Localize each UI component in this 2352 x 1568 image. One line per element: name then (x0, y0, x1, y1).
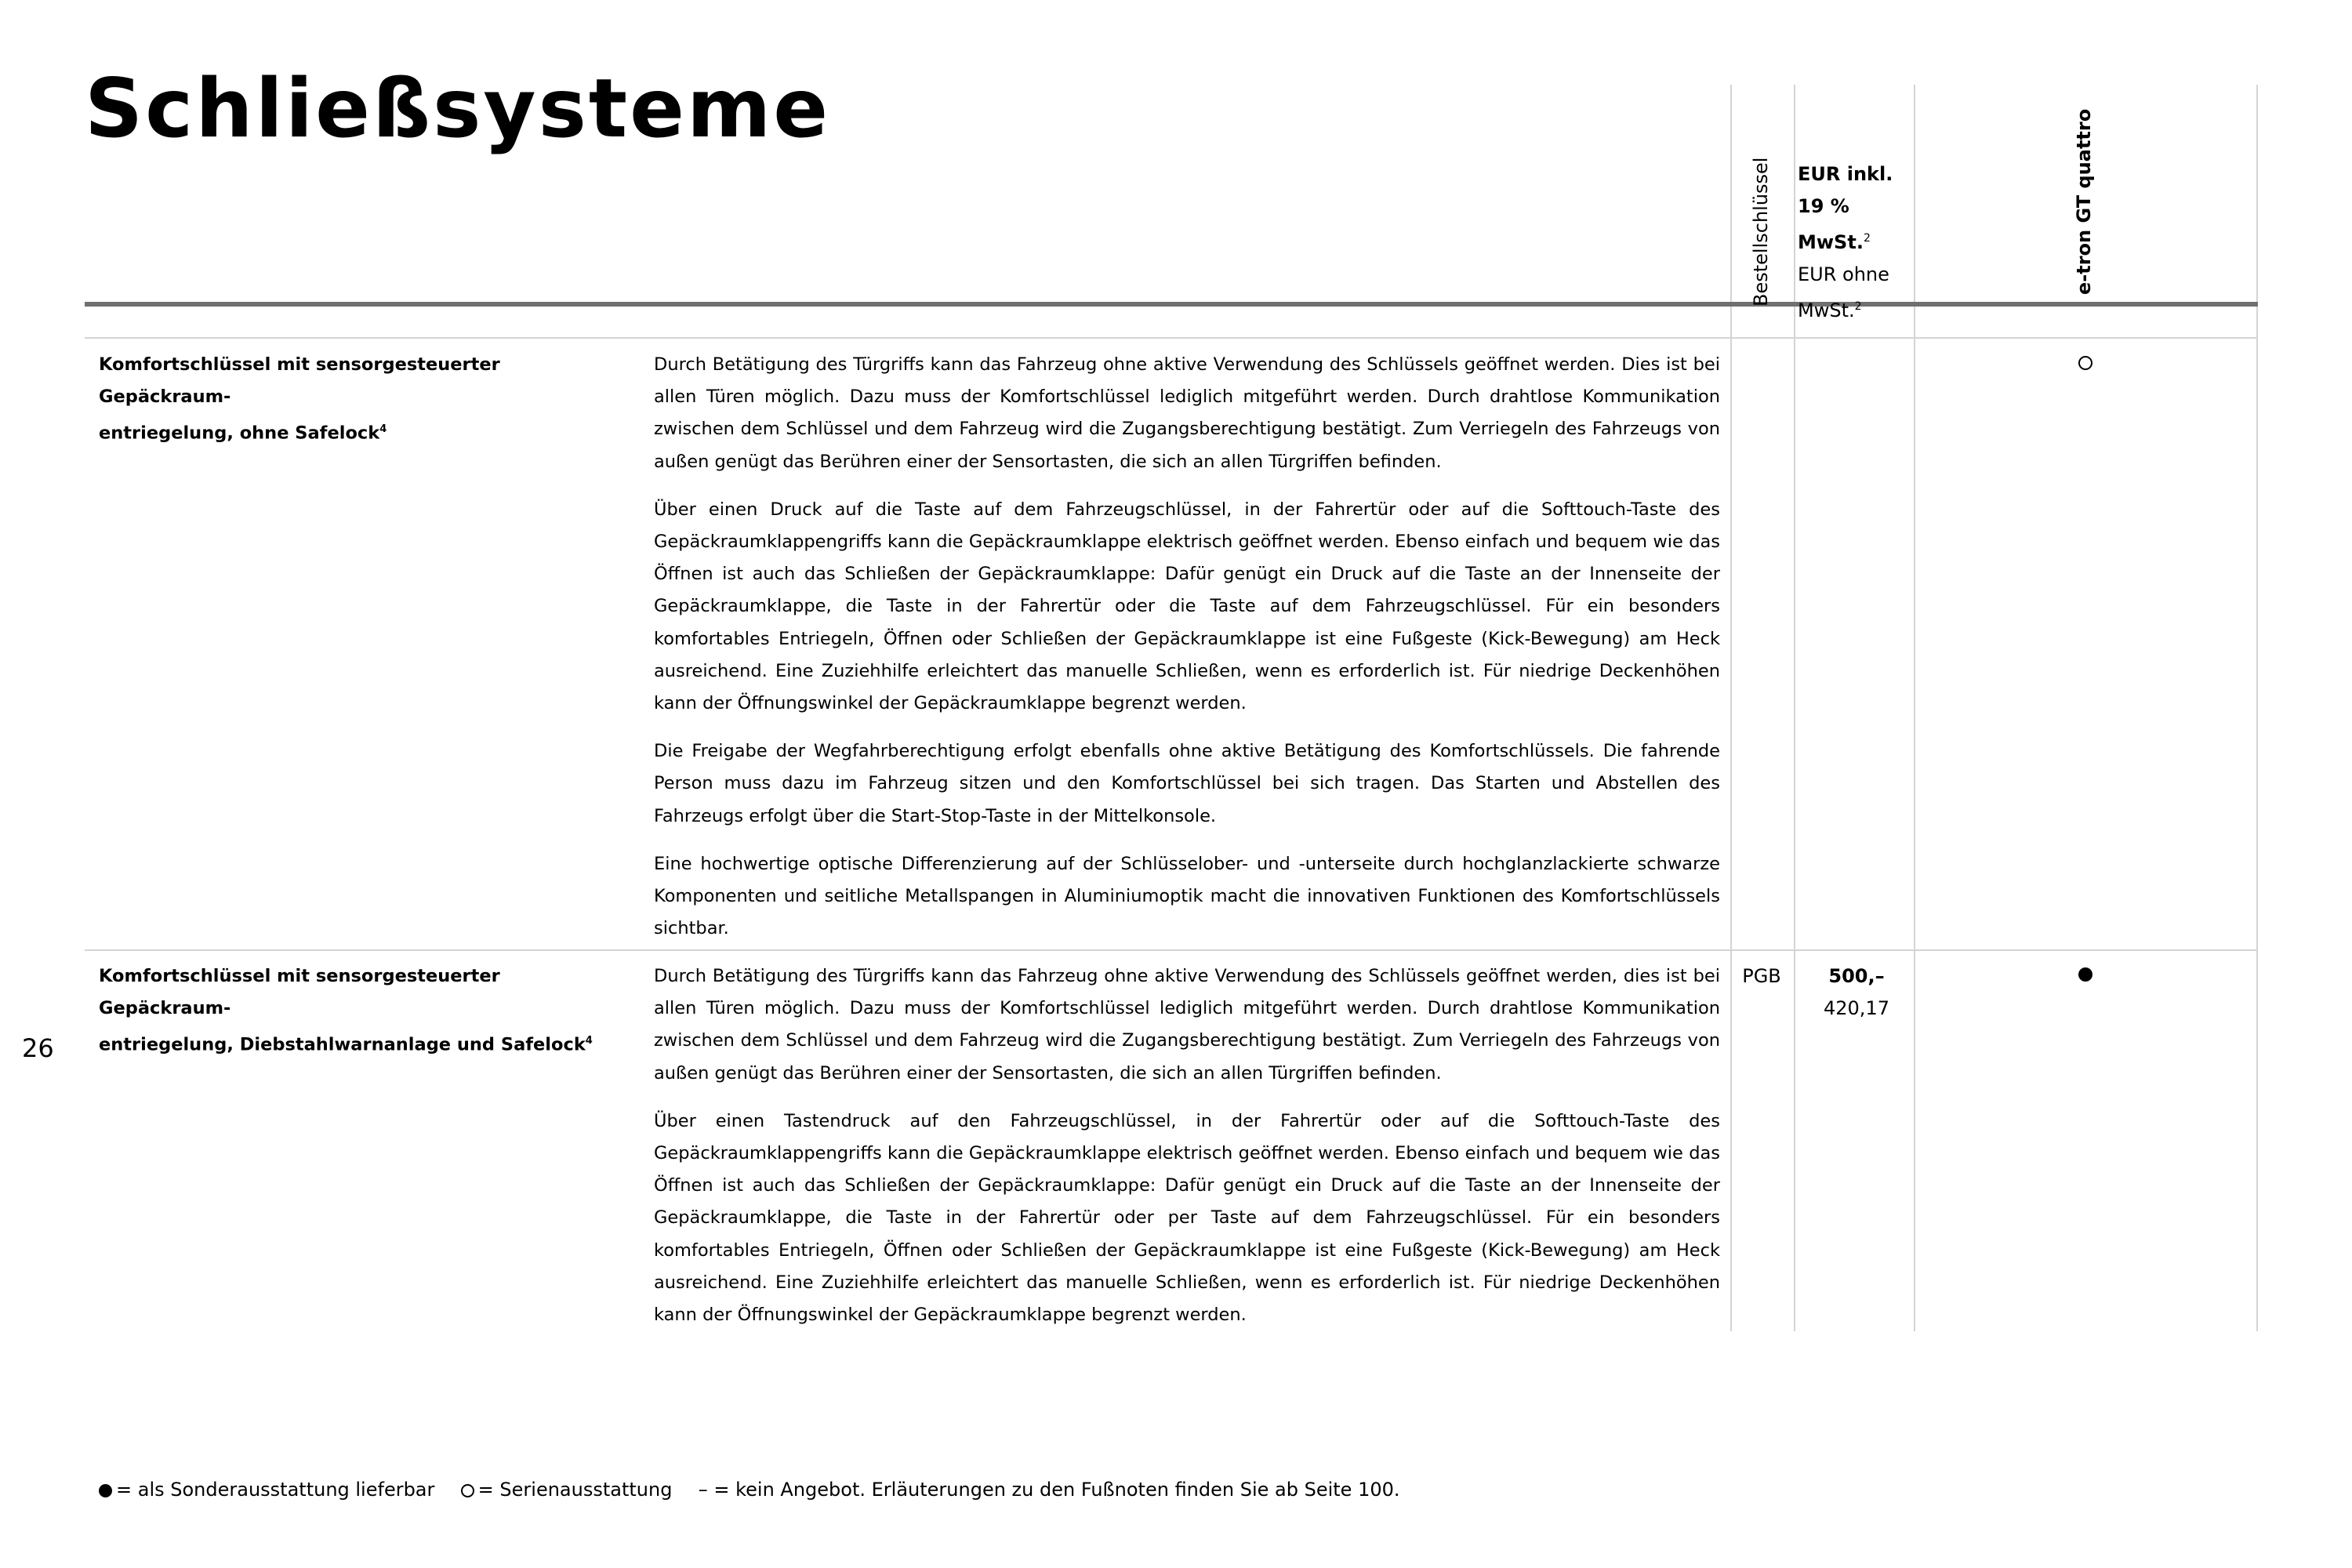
legend-standard: = Serienausstattung (477, 1479, 673, 1501)
description-paragraph: Eine hochwertige optische Differenzierung auf der Schlüsselober- und -unterseite durch hochglanzlackierte schwarze Komponenten und seitliche Metallspangen in Aluminiumoptik macht die innovativen Funktionen des Komfortschlüssels sichtbar. (654, 853, 1720, 939)
description-paragraph: Über einen Druck auf die Taste auf dem Fahrzeugschlüssel, in der Fahrertür oder auf die Softtouch-Taste des Gepäckraumklappengriffs kann die Gepäckraumklappe elektrisch geöffnet werden. Ebenso einfach und bequem wie das Öffnen ist auch das Schließen der Gepäckraumklappe: Dafür genügt ein Druck auf die Taste an der Innenseite der Gepäckraumklappe, die Taste in der Fahrertür oder die Taste auf dem Fahrzeugschlüssel. Für ein besonders komfortables Entriegeln, Öffnen oder Schließen der Gepäckraumklappe ist eine Fußgeste (Kick-Bewegung) am Heck ausreichend. Eine Zuziehhilfe erleichtert das manuelle Schließen, wenn es erforderlich ist. Für niedrige Deckenhöhen kann der Öffnungswinkel der Gepäckraumklappe begrenzt werden. (654, 499, 1720, 714)
description-paragraph: Durch Betätigung des Türgriffs kann das Fahrzeug ohne aktive Verwendung des Schlüssels geöffnet werden. Dies ist bei allen Türen möglich. Dazu muss der Komfortschlüssel lediglich mitgeführt werden. Durch drahtlose Kommunikation zwischen dem Schlüssel und dem Fahrzeug wird die Zugangsberechtigung bestätigt. Zum Verriegeln des Fahrzeugs von außen genügt das Berühren einer der Sensortasten, die sich an allen Türgriffen befinden. (654, 354, 1720, 472)
feature-description (654, 960, 1720, 1347)
feature-description (654, 349, 1720, 960)
optional-equipment-icon (2078, 967, 2092, 982)
standard-equipment-icon (2078, 356, 2092, 370)
description-paragraph: Über einen Tastendruck auf den Fahrzeugschlüssel, in der Fahrertür oder auf die Softtouch-Taste des Gepäckraumklappengriffs kann die Gepäckraumklappe elektrisch geöffnet werden. Ebenso einfach und bequem wie das Öffnen ist auch das Schließen der Gepäckraumklappe: Dafür genügt ein Druck auf die Taste an der Innenseite der Gepäckraumklappe, die Taste in der Fahrertür oder per Taste auf dem Fahrzeugschlüssel. Für ein besonders komfortables Entriegeln, Öffnen oder Schließen der Gepäckraumklappe ist eine Fußgeste (Kick-Bewegung) am Heck ausreichend. Eine Zuziehhilfe erleichtert das manuelle Schließen, wenn es erforderlich ist. Für niedrige Deckenhöhen kann der Öffnungswinkel der Gepäckraumklappe begrenzt werden. (654, 1110, 1720, 1326)
price-cell (1798, 960, 1915, 1025)
open-circle-icon (461, 1484, 474, 1497)
column-divider (1730, 85, 1732, 1331)
header-rule (85, 302, 2258, 307)
footnote-marker: 4 (379, 423, 387, 435)
feature-title (99, 349, 632, 450)
row-divider (85, 337, 2258, 339)
price-incl-vat: 19 % MwSt. (1798, 195, 1864, 253)
price-excl: 420,17 (1824, 997, 1889, 1019)
column-divider (1794, 85, 1795, 1331)
page-title: Schließsysteme (85, 62, 831, 156)
description-paragraph: Durch Betätigung des Türgriffs kann das Fahrzeug ohne aktive Verwendung des Schlüssels geöffnet werden, dies ist bei allen Türen möglich. Dazu muss der Komfortschlüssel lediglich mitgeführt werden. Durch drahtlose Kommunikation zwischen dem Schlüssel und dem Fahrzeug wird die Zugangsberechtigung bestätigt. Zum Verriegeln des Fahrzeugs von außen genügt das Berühren einer der Sensortasten, die sich an allen Türgriffen befinden. (654, 966, 1720, 1083)
page-number: 26 (22, 1033, 54, 1063)
price-excl-label: EUR ohne (1798, 263, 1889, 285)
footnote-marker: 2 (1854, 300, 1862, 313)
description-paragraph: Die Freigabe der Wegfahrberechtigung erfolgt ebenfalls ohne aktive Betätigung des Komfortschlüssels. Die fahrende Person muss dazu im Fahrzeug sitzen und den Komfortschlüssel bei sich tragen. Das Starten und Abstellen des Fahrzeugs erfolgt über die Start-Stop-Taste in der Mittelkonsole. (654, 741, 1720, 826)
feature-title-line: Komfortschlüssel mit sensorgesteuerter Gepäckraum- (99, 966, 500, 1018)
legend-optional: = als Sonderausstattung lieferbar (116, 1479, 435, 1501)
model-header: e-tron GT quattro (2073, 108, 2095, 295)
price-header (1798, 158, 1915, 327)
feature-title-line: Komfortschlüssel mit sensorgesteuerter Gepäckraum- (99, 354, 500, 407)
column-divider (2256, 85, 2258, 1331)
feature-title (99, 960, 632, 1062)
feature-title-line: entriegelung, Diebstahlwarnanlage und Safelock (99, 1034, 586, 1055)
order-code-header: Bestellschlüssel (1750, 157, 1772, 307)
price-incl-label: EUR inkl. (1798, 163, 1893, 185)
price-excl-vat: MwSt. (1798, 299, 1855, 321)
legend (99, 1474, 1400, 1505)
filled-circle-icon (99, 1484, 112, 1497)
feature-title-line: entriegelung, ohne Safelock (99, 423, 380, 444)
legend-none: – = kein Angebot. Erläuterungen zu den Fußnoten finden Sie ab Seite 100. (698, 1479, 1400, 1501)
price-incl: 500,– (1828, 965, 1885, 987)
footnote-marker: 2 (1863, 232, 1871, 245)
footnote-marker: 4 (585, 1035, 593, 1047)
order-code: PGB (1742, 965, 1781, 987)
